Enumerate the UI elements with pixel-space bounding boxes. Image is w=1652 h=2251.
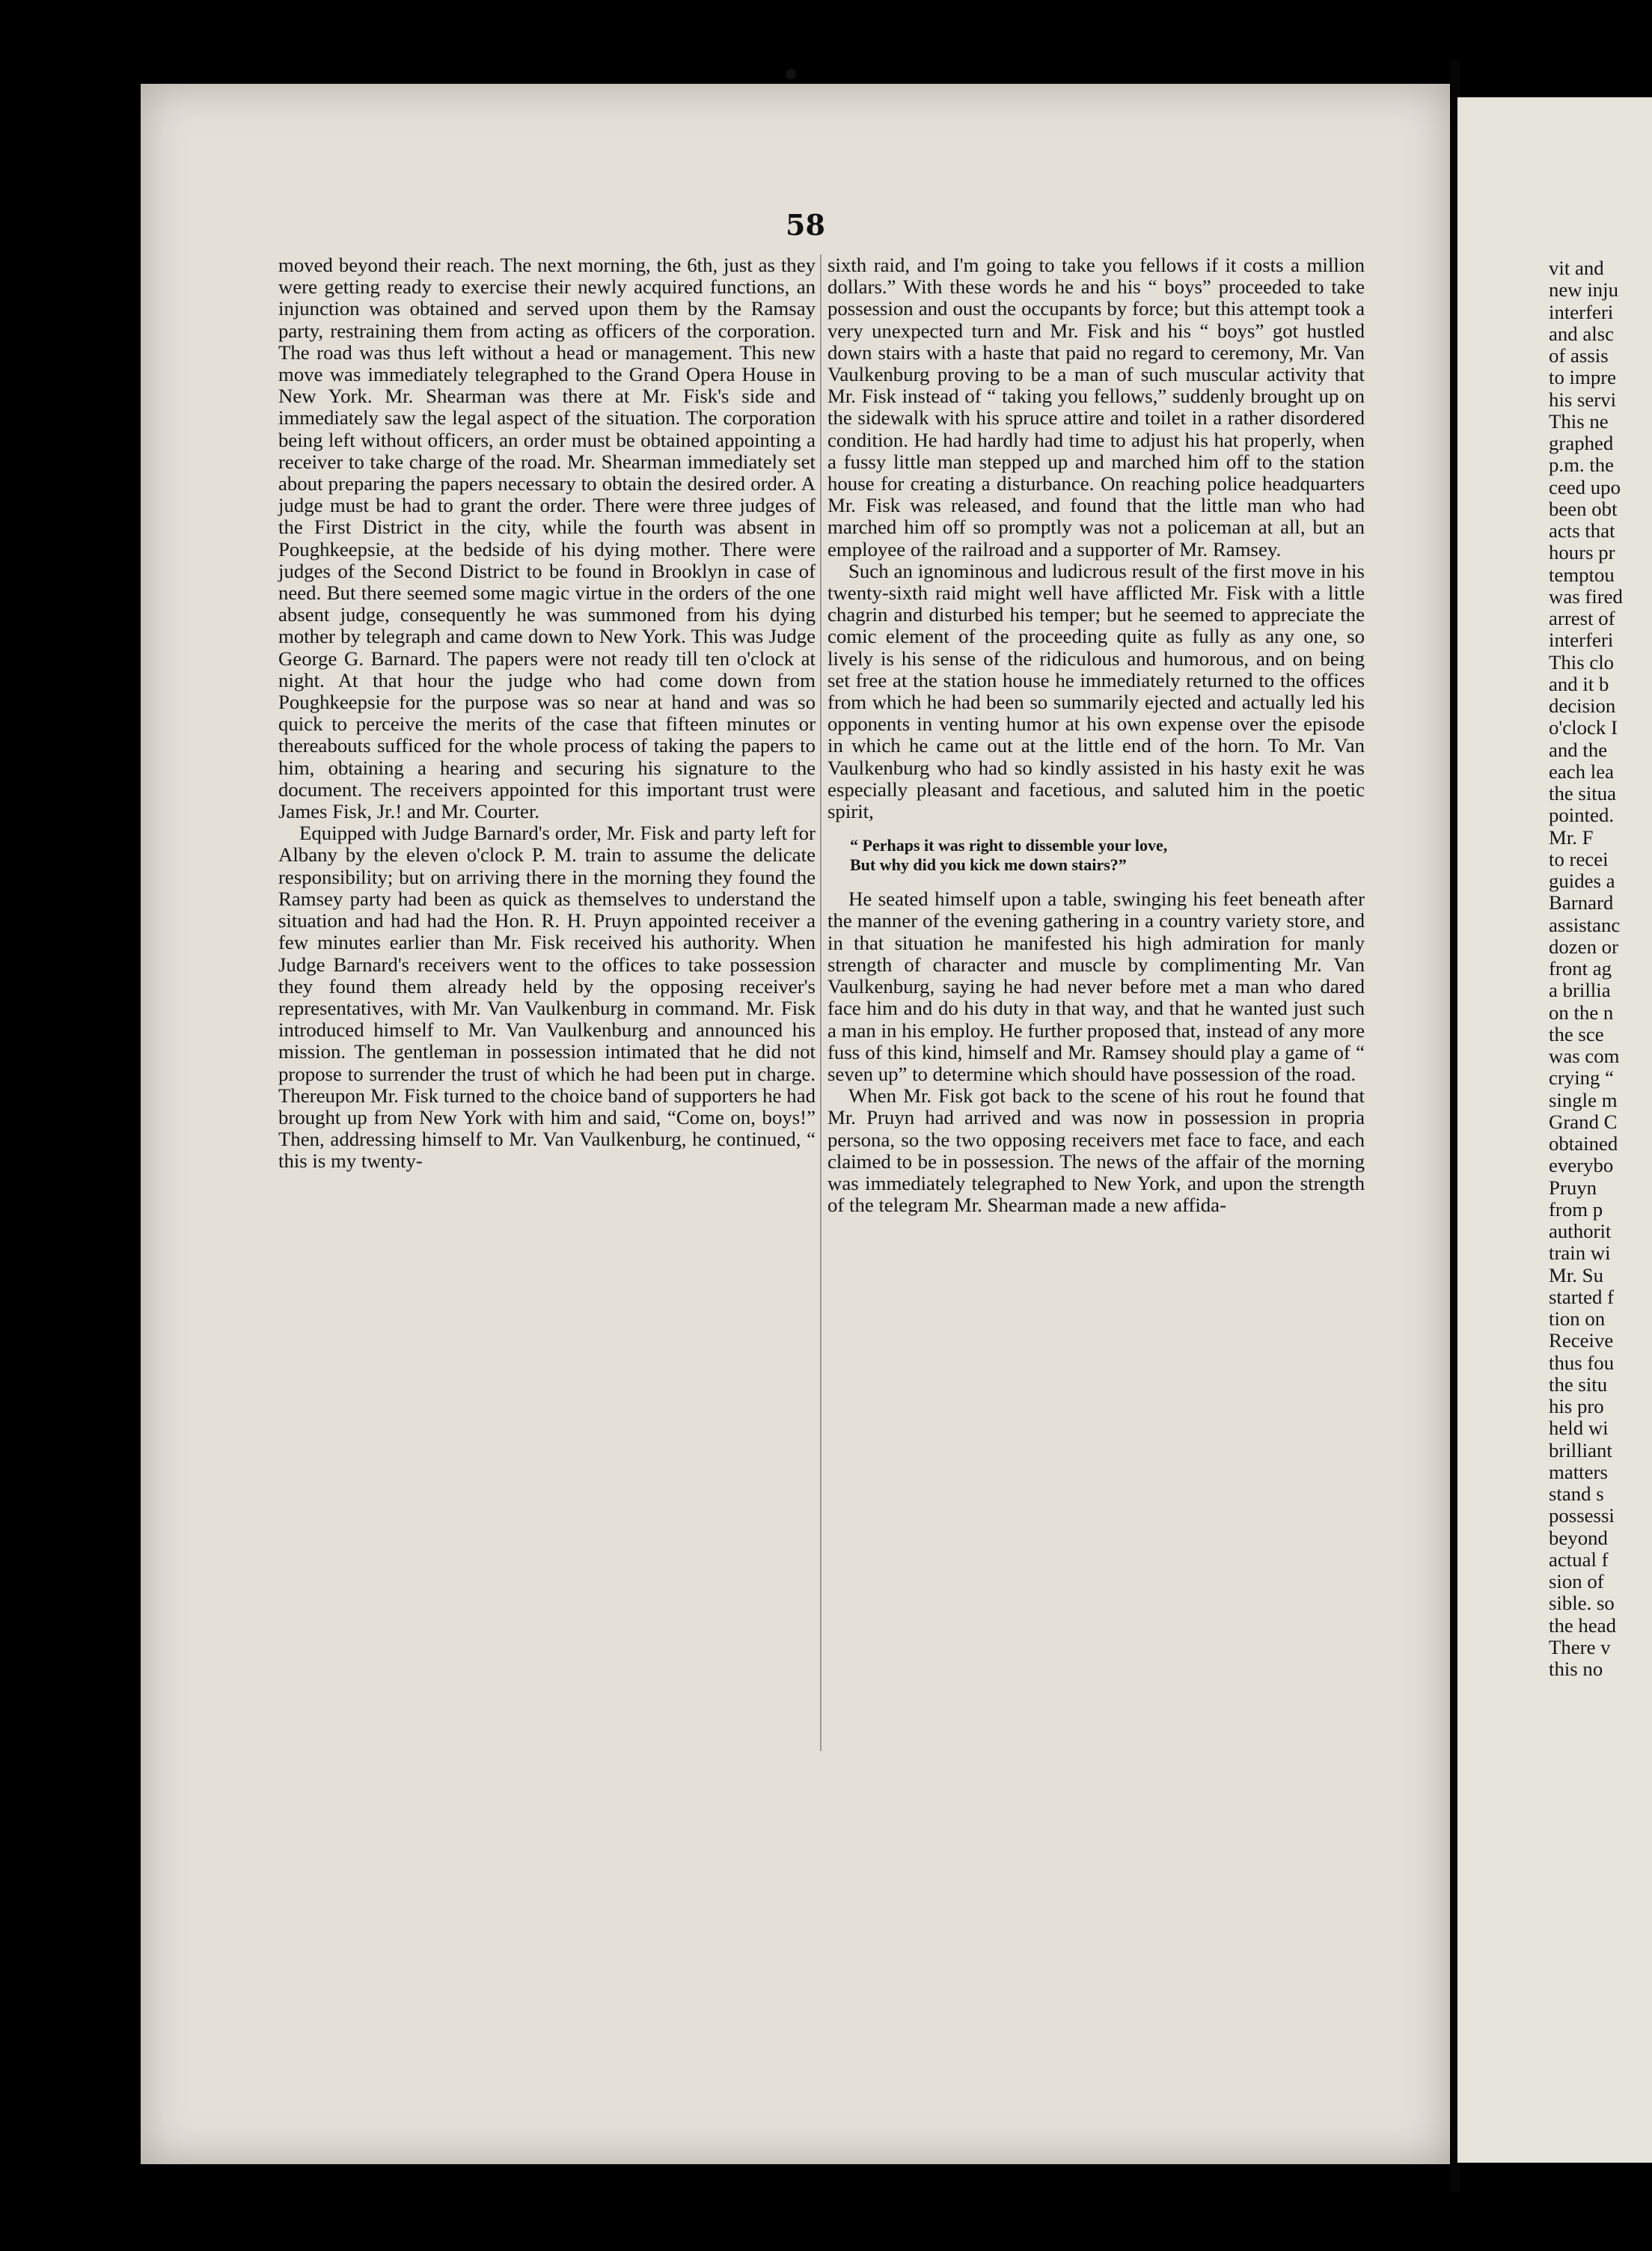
facing-page-line: the head xyxy=(1549,1613,1617,1637)
facing-page-line: obtained xyxy=(1549,1132,1618,1155)
facing-page-line: everybo xyxy=(1549,1154,1614,1177)
facing-page-line: his pro xyxy=(1549,1395,1604,1417)
facing-page-line: Receive xyxy=(1549,1329,1614,1352)
facing-page-line: was fired xyxy=(1549,584,1623,608)
facing-page-line: acts that xyxy=(1549,519,1615,542)
facing-page-line: Pruyn xyxy=(1549,1176,1597,1199)
facing-page-line: from p xyxy=(1549,1197,1603,1221)
facing-page-line: brilliant xyxy=(1549,1438,1612,1462)
verse-line-2: But why did you kick me down stairs?” xyxy=(850,855,1127,875)
facing-page-line: ceed upo xyxy=(1549,475,1621,498)
facing-page-line: and the xyxy=(1549,738,1608,761)
facing-page-line: his servi xyxy=(1549,388,1617,411)
paragraph-2: Equipped with Judge Barnard's order, Mr. Fisk and party left for Albany by the eleven o'clock P. M. train to assume the delicate responsibility; but on arriving there in the morning they found the Ramsey party had been as quick as themselves to understand the situation and had had the Hon. R. H. Pruyn appointed receiver a few minutes earlier than Mr. Fisk received his authority. When Judge Barnard's receivers went to the offices to take possession they found them already held by the opposing receiver's representatives, with Mr. Van Vaulkenburg in command. Mr. Fisk introduced himself to Mr. Van Vaulkenburg and announced his mission. The gentleman in possession intimated that he did not propose to surrender the trust of which he had been put in charge. Thereupon Mr. Fisk turned to the choice band of supporters he had brought up from New York with him and said, “Come on, boys!” Then, addressing himself to Mr. Van Vaulkenburg, he continued, “ this is my twenty- xyxy=(278,822,816,1173)
facing-page-line: held wi xyxy=(1549,1417,1609,1440)
facing-page-line: Mr. F xyxy=(1549,825,1594,849)
facing-page-line: interferi xyxy=(1549,629,1614,652)
paragraph-1: moved beyond their reach. The next morning, the 6th, just as they were getting ready to exercise their newly acquired functions, an injunction was obtained and served upon them by the Ramsay party, restraining them from acting as officers of the corporation. The road was thus left without a head or management. This new move was immediately telegraphed to the Grand Opera House in New York. Mr. Shearman was there at Mr. Fisk's side and immediately saw the legal aspect of the situation. The corporation being left without officers, an order must be obtained appointing a receiver to take charge of the road. Mr. Shearman immediately set about preparing the papers necessary to obtain the desired order. A judge must be had to grant the order. There were three judges of the First District in the city, while the fourth was absent in Poughkeepsie, at the bedside of his dying mother. There were judges of the Second District to be found in Brooklyn in case of need. But there seemed some magic virtue in the orders of the one absent judge, consequently he was summoned from his dying mother by telegraph and came down to New York. This was Judge George G. Barnard. The papers were not ready till ten o'clock at night. At that hour the judge who had come down from Poughkeepsie for the purpose was so near at hand and was so quick to perceive the merits of the case that fifteen minutes or thereabouts sufficed for the whole process of taking the papers to him, obtaining a hearing and securing his signature to the document. The receivers appointed for this important trust were James Fisk, Jr.! and Mr. Courter. xyxy=(278,254,816,823)
facing-page-line: graphed xyxy=(1549,432,1614,454)
facing-page-line: temptou xyxy=(1549,563,1615,586)
column-divider xyxy=(820,254,822,1751)
facing-page-line: thus fou xyxy=(1549,1351,1615,1374)
facing-page-line: each lea xyxy=(1549,760,1615,783)
facing-page-line: the sce xyxy=(1549,1022,1604,1045)
facing-page-text xyxy=(1549,257,1623,1680)
facing-page-line: sible. so xyxy=(1549,1592,1615,1615)
facing-page-line: possessi xyxy=(1549,1504,1615,1527)
facing-page-line: crying “ xyxy=(1549,1066,1615,1090)
facing-page-line: to recei xyxy=(1549,847,1609,870)
facing-page-line: a brillia xyxy=(1549,979,1611,1002)
facing-page-line: been obt xyxy=(1549,497,1618,520)
facing-page-line: There v xyxy=(1549,1635,1611,1658)
facing-page-line: pointed. xyxy=(1549,804,1615,827)
verse-quote xyxy=(850,836,1365,875)
facing-page-line: this no xyxy=(1549,1658,1603,1680)
facing-page-line: and it b xyxy=(1549,672,1609,695)
facing-page xyxy=(1457,97,1652,2163)
facing-page-line: Mr. Su xyxy=(1549,1263,1603,1286)
facing-page-line: tion on xyxy=(1549,1307,1606,1330)
left-column xyxy=(278,254,816,1173)
facing-page-line: o'clock I xyxy=(1549,716,1618,739)
facing-page-line: and alsc xyxy=(1549,322,1615,345)
facing-page-line: front ag xyxy=(1549,957,1612,980)
page-number: 58 xyxy=(786,208,825,242)
facing-page-line: matters xyxy=(1549,1460,1608,1483)
facing-page-line: of assis xyxy=(1549,344,1609,367)
paragraph-5: He seated himself upon a table, swinging his feet beneath after the manner of the evening gathering in a country variety store, and in that situation he manifested his high admiration for manly strength of character and muscle by complimenting Mr. Van Vaulkenburg, saying he had never before met a man who dared face him and do his duty in that way, and that he wanted just such a man in his employ. He further proposed that, instead of any more fuss of this kind, himself and Mr. Ramsey should play a game of “ seven up” to determine which should have possession of the road. xyxy=(827,888,1365,1085)
facing-page-line: hours pr xyxy=(1549,541,1615,564)
right-column xyxy=(827,254,1365,1216)
ink-dot xyxy=(786,69,796,79)
facing-page-line: Barnard xyxy=(1549,891,1614,914)
facing-page-line: to impre xyxy=(1549,366,1617,389)
verse-line-1: “ Perhaps it was right to dissemble your love, xyxy=(850,836,1168,855)
facing-page-line: interferi xyxy=(1549,300,1614,323)
paragraph-6: When Mr. Fisk got back to the scene of his rout he found that Mr. Pruyn had arrived and was now in possession in propria persona, so the two opposing receivers met face to face, and each claimed to be in possession. The news of the affair of the morning was immediately telegraphed to New York, and upon the strength of the telegram Mr. Shearman made a new affida- xyxy=(827,1084,1365,1217)
facing-page-line: This clo xyxy=(1549,650,1615,674)
facing-page-line: the situa xyxy=(1549,782,1617,804)
facing-page-line: on the n xyxy=(1549,1001,1614,1024)
facing-page-line: This ne xyxy=(1549,409,1609,433)
facing-page-line: authorit xyxy=(1549,1220,1612,1242)
facing-page-line: sion of xyxy=(1549,1570,1604,1592)
facing-page-line: arrest of xyxy=(1549,607,1615,629)
facing-page-line: beyond xyxy=(1549,1526,1608,1549)
facing-page-line: decision xyxy=(1549,694,1616,717)
facing-page-line: started f xyxy=(1549,1285,1615,1308)
paragraph-4: Such an ignominous and ludicrous result of the first move in his twenty-sixth raid might well have afflicted Mr. Fisk with a little chagrin and disturbed his temper; but he seemed to appreciate the comic element of the proceeding quite as fully as any one, so lively is his sense of the ridiculous and humorous, and on being set free at the station house he immediately returned to the offices from which he had been so summarily ejected and actually led his opponents in venting humor at his own expense over the episode in which he came out at the little end of the horn. To Mr. Van Vaulkenburg who had so kindly assisted in his hasty exit he was especially pleasant and facetious, and saluted him in the poetic spirit, xyxy=(827,559,1365,823)
facing-page-line: was com xyxy=(1549,1045,1620,1067)
facing-page-line: the situ xyxy=(1549,1372,1608,1396)
facing-page-line: train wi xyxy=(1549,1241,1611,1265)
facing-page-line: single m xyxy=(1549,1088,1618,1111)
facing-page-line: stand s xyxy=(1549,1482,1604,1505)
paragraph-3: sixth raid, and I'm going to take you fellows if it costs a million dollars.” With these words he and his “ boys” proceeded to take possession and oust the occupants by force; but this attempt took a very unexpected turn and Mr. Fisk and his “ boys” got hustled down stairs with a haste that paid no regard to ceremony, Mr. Van Vaulkenburg proving to be a man of such muscular activity that Mr. Fisk instead of “ taking you fellows,” suddenly brought up on the sidewalk with his spruce attire and toilet in a rather disordered condition. He had hardly had time to adjust his hat properly, when a fussy little man stepped up and marched him off to the station house for creating a disturbance. On reaching police headquarters Mr. Fisk was released, and found that the little man who had marched him off so promptly was not a policeman at all, but an employee of the railroad and a supporter of Mr. Ramsey. xyxy=(827,254,1365,561)
facing-page-line: dozen or xyxy=(1549,935,1619,958)
facing-page-line: Grand C xyxy=(1549,1110,1618,1133)
facing-page-line: p.m. the xyxy=(1549,453,1615,477)
facing-page-line: actual f xyxy=(1549,1548,1609,1571)
facing-page-line: vit and xyxy=(1549,257,1604,279)
facing-page-line: assistanc xyxy=(1549,913,1621,936)
facing-page-line: new inju xyxy=(1549,278,1619,302)
facing-page-line: guides a xyxy=(1549,870,1615,892)
